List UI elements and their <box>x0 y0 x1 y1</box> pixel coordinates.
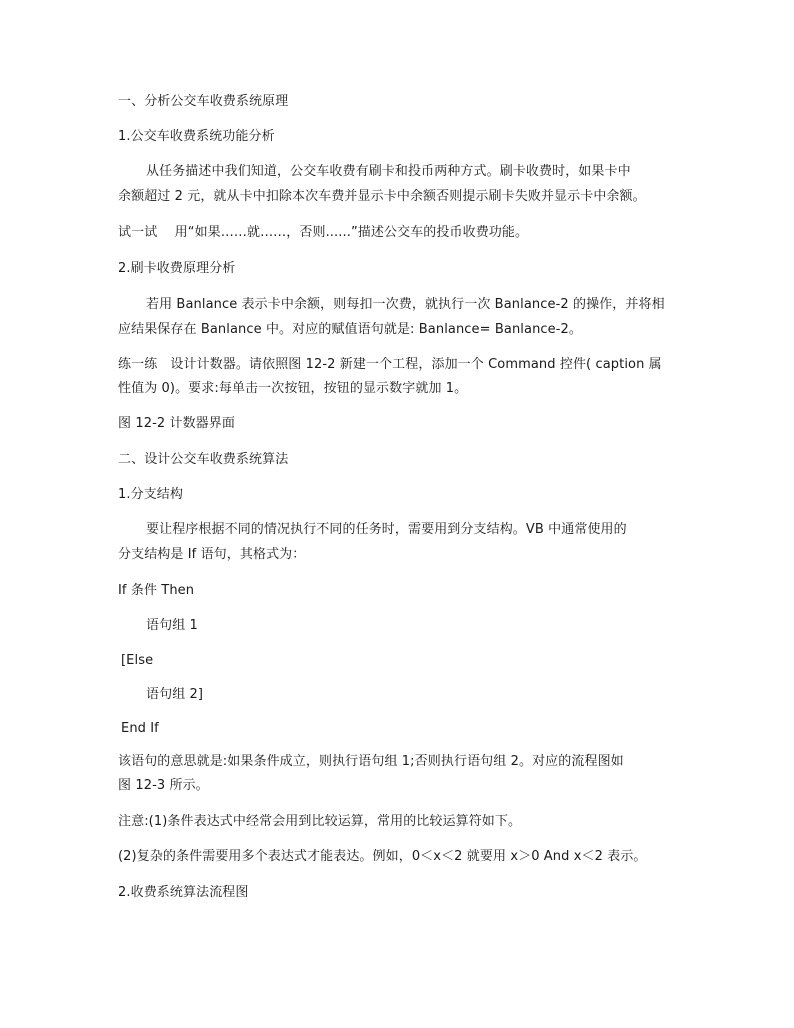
subsection-heading-card-principle: 2.刷卡收费原理分析 <box>118 261 236 276</box>
paragraph-line: 该语句的意思就是:如果条件成立，则执行语句组 1;否则执行语句组 2。对应的流程图如 <box>118 754 624 769</box>
subsection-heading-function-analysis: 1.公交车收费系统功能分析 <box>118 129 275 144</box>
subsection-heading-branch: 1.分支结构 <box>118 487 184 502</box>
paragraph-line: 若用 Banlance 表示卡中余额，则每扣一次费，就执行一次 Banlance-2 的操作，并将相 <box>146 297 665 312</box>
note-line: 注意:(1)条件表达式中经常会用到比较运算，常用的比较运算符如下。 <box>118 814 522 829</box>
paragraph-line: 分支结构是 If 语句，其格式为： <box>118 547 306 562</box>
paragraph-line: 从任务描述中我们知道，公交车收费有刷卡和投币两种方式。刷卡收费时，如果卡中 <box>146 164 631 179</box>
paragraph-line: 要让程序根据不同的情况执行不同的任务时，需要用到分支结构。VB 中通常使用的 <box>146 522 627 537</box>
practice-exercise-line: 性值为 0)。要求:每单击一次按钮，按钮的显示数字就加 1。 <box>118 381 468 396</box>
code-line-if: If 条件 Then <box>118 583 195 598</box>
code-line-group1: 语句组 1 <box>146 618 198 633</box>
code-line-group2: 语句组 2] <box>146 687 204 702</box>
paragraph-line: 图 12-3 所示。 <box>118 778 209 793</box>
paragraph-line: 应结果保存在 Banlance 中。对应的赋值语句就是: Banlance= Banlance-2。 <box>118 322 583 337</box>
figure-caption: 图 12-2 计数器界面 <box>118 416 235 431</box>
code-line-else: [Else <box>121 653 154 668</box>
note-line: (2)复杂的条件需要用多个表达式才能表达。例如，0＜x＜2 就要用 x＞0 And x＜2 表示。 <box>118 849 647 864</box>
code-line-endif: End If <box>121 721 159 736</box>
section-heading-2: 二、设计公交车收费系统算法 <box>118 452 289 467</box>
practice-exercise-line: 练一练 设计计数器。请依照图 12-2 新建一个工程，添加一个 Command 控件( caption 属 <box>118 357 662 372</box>
section-heading-1: 一、分析公交车收费系统原理 <box>118 94 289 109</box>
try-it-exercise: 试一试 用“如果……就……，否则......”描述公交车的投币收费功能。 <box>118 225 529 240</box>
paragraph-line: 余额超过 2 元，就从卡中扣除本次车费并显示卡中余额否则提示刷卡失败并显示卡中余额。 <box>118 189 646 204</box>
subsection-heading-flowchart: 2.收费系统算法流程图 <box>118 885 249 900</box>
